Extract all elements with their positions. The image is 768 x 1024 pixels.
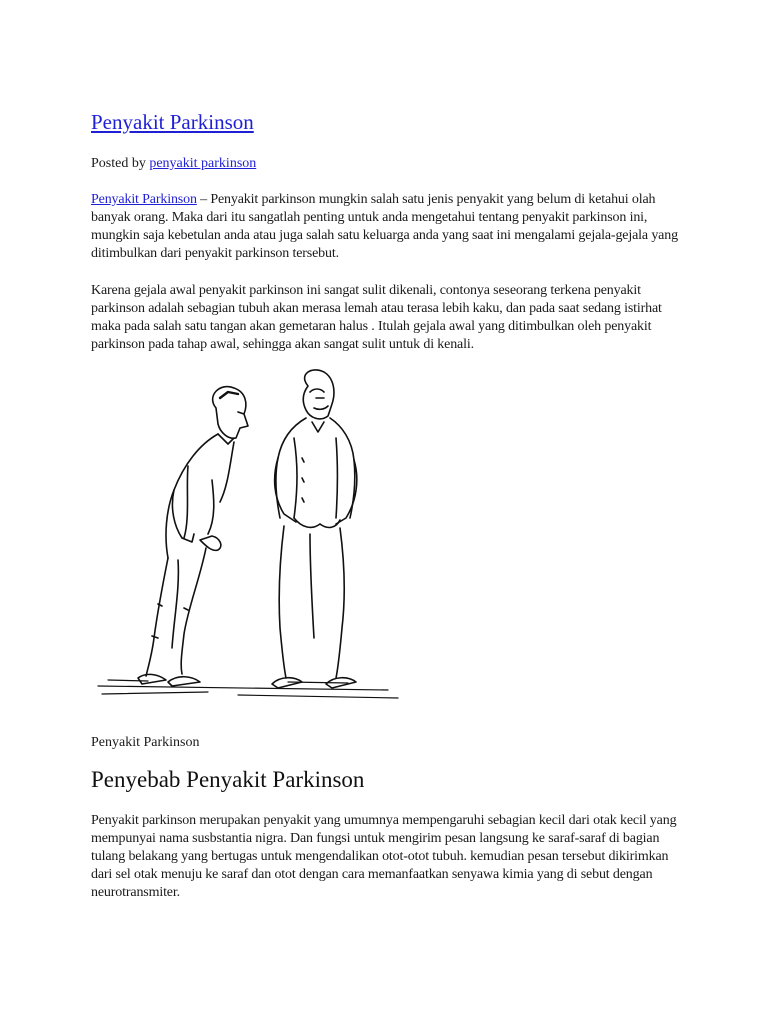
article-title-link[interactable]: Penyakit Parkinson [91,110,254,134]
posted-by-line [91,155,256,173]
posted-by-label: Posted by [91,156,150,171]
article-title [91,110,254,135]
image-caption: Penyakit Parkinson [91,735,200,750]
author-link[interactable]: penyakit parkinson [149,156,257,171]
section-heading: Penyebab Penyakit Parkinson [91,767,365,792]
causes-paragraph: Penyakit parkinson merupakan penyakit yang umumnya mempengaruhi sebagian kecil dari otak kecil yang mempunyai nama susbstantia nigra. Dan fungsi untuk mengirim pesan langsung ke saraf-saraf di bagian tulang belakang yang bertugas untuk mengendalikan otot-otot tubuh. kemudian pesan tersebut dikirimkan dari sel otak menuju ke saraf dan otot dengan cara memanfaatkan senyawa kimia yang di sebut dengan neurotransmiter. [91,813,677,900]
intro-link[interactable]: Penyakit Parkinson [91,192,197,207]
intro-text: – Penyakit parkinson mungkin salah satu jenis penyakit yang belum di ketahui olah banyak orang. Maka dari itu sangatlah penting untuk anda mengetahui tentang penyakit parkinson ini, mungkin saja kebetulan anda atau juga salah satu keluarga anda yang saat ini mengalami gejala-gejala yang ditimbulkan dari penyakit parkinson tersebut. [91,192,678,261]
symptoms-paragraph: Karena gejala awal penyakit parkinson ini sangat sulit dikenali, contonya seseorang terkena penyakit parkinson adalah sebagian tubuh akan merasa lemah atau terasa lebih kaku, dan pada saat sedang istirhat maka pada salah satu tangan akan gemetaran halus . Itulah gejala awal yang ditimbulkan oleh penyakit parkinson pada tahap awal, sehingga akan sangat sulit untuk di kenali. [91,283,662,352]
right-figure [272,370,357,688]
parkinson-illustration [88,368,408,708]
intro-paragraph [91,191,691,263]
left-figure [138,387,248,686]
